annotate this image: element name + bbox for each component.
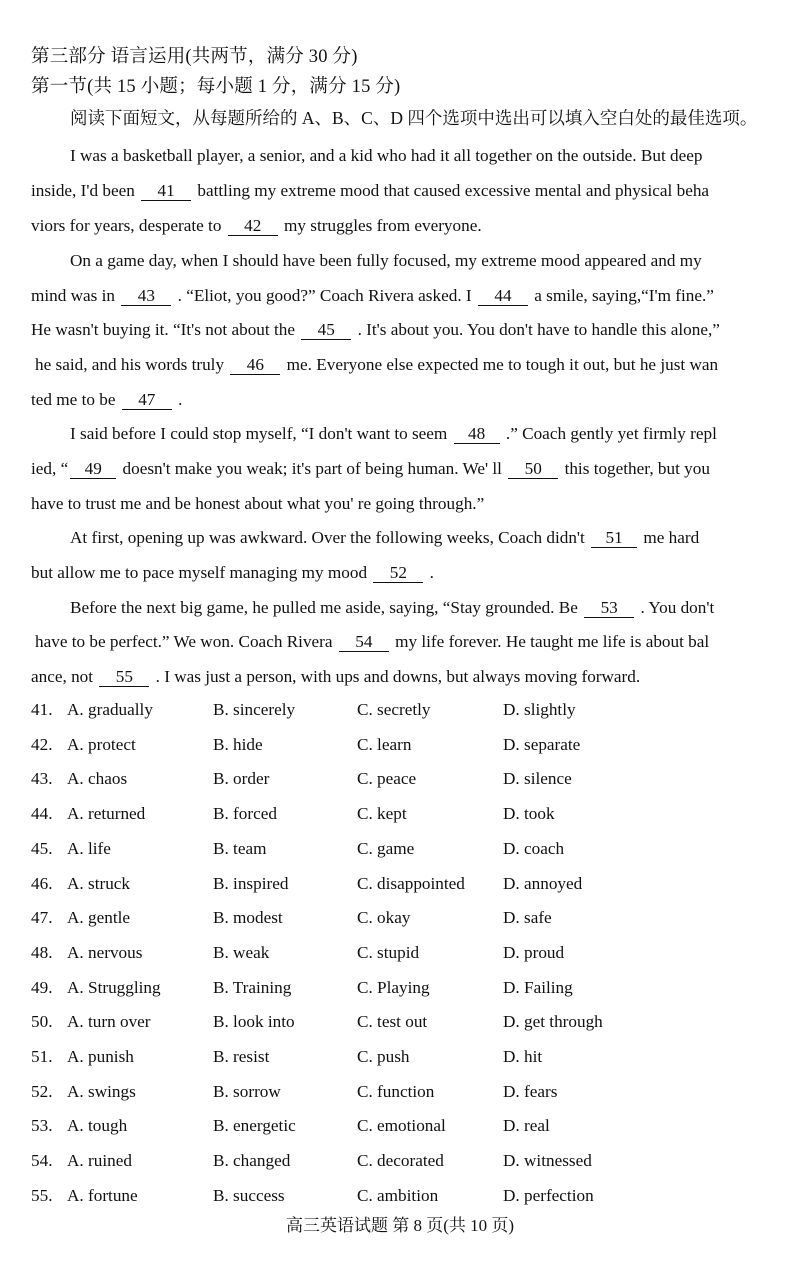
option-b: B. sincerely [213,700,296,719]
question-number: 53. [31,1116,53,1136]
question-row [31,1047,751,1073]
option-c: C. stupid [357,942,420,962]
option-a: A. tough [67,1116,128,1136]
blank-45: 45 [301,320,351,340]
passage-line: have to trust me and be honest about what you' re going through.” [31,494,485,513]
option-d: D. slightly [503,700,576,719]
option-c: C. emotional [357,1116,446,1136]
option-a: A. protect [67,734,136,754]
passage-line: mind was in 43 . “Eliot, you good?” Coach Rivera asked. I 44 a smile, saying,“I'm fine.” [31,286,714,305]
option-a: A. returned [67,804,146,824]
option-b: B. success [213,1185,285,1205]
question-row [31,839,751,865]
option-d: D. safe [503,908,552,928]
question-row [31,804,751,830]
passage-line: have to be perfect.” We won. Coach Rivera 54 my life forever. He taught me life is about bal [35,632,710,651]
option-c: C. game [357,838,415,858]
blank-46: 46 [230,355,280,375]
question-row [31,943,751,969]
option-c: C. Playing [357,977,430,997]
blank-51: 51 [591,528,637,548]
passage-line: He wasn't buying it. “It's not about the 45 . It's about you. You don't have to handle this alone,” [31,320,720,339]
option-a: A. nervous [67,942,143,962]
option-b: B. forced [213,804,277,824]
option-d: D. get through [503,1012,603,1032]
page-footer: 高三英语试题 第 8 页(共 10 页) [285,1216,515,1235]
option-d: D. separate [503,734,581,754]
question-number: 48. [31,942,53,962]
question-row [31,1186,751,1212]
passage-line: viors for years, desperate to 42 my struggles from everyone. [31,216,482,235]
question-number: 42. [31,734,53,754]
question-row [31,1012,751,1038]
question-row [31,908,751,934]
option-b: B. order [213,769,270,789]
option-c: C. function [357,1081,435,1101]
question-number: 54. [31,1151,53,1171]
passage-line: but allow me to pace myself managing my mood 52 . [31,563,434,582]
option-b: B. changed [213,1151,291,1171]
option-c: C. peace [357,769,417,789]
blank-47: 47 [122,390,172,410]
option-d: D. Failing [503,977,573,997]
option-b: B. weak [213,942,270,962]
blank-50: 50 [508,459,558,479]
option-d: D. annoyed [503,873,583,893]
option-d: D. took [503,804,555,824]
option-b: B. Training [213,977,292,997]
passage-line: I said before I could stop myself, “I don't want to seem 48 .” Coach gently yet firmly repl [70,424,717,443]
question-row [31,769,751,795]
option-a: A. punish [67,1047,134,1066]
blank-42: 42 [228,216,278,236]
option-a: A. gradually [67,700,153,719]
question-row [31,1082,751,1108]
option-c: C. push [357,1047,410,1066]
blank-44: 44 [478,286,528,306]
question-number: 46. [31,873,53,893]
option-b: B. energetic [213,1116,296,1136]
option-b: B. inspired [213,873,289,893]
blank-52: 52 [373,563,423,583]
blank-41: 41 [141,181,191,201]
option-a: A. turn over [67,1012,151,1032]
blank-53: 53 [584,598,634,618]
question-number: 47. [31,908,53,928]
option-a: A. ruined [67,1151,132,1171]
option-d: D. fears [503,1081,558,1101]
question-number: 55. [31,1185,53,1205]
option-d: D. proud [503,942,565,962]
question-row [31,978,751,1004]
question-row [31,1116,751,1142]
option-c: C. decorated [357,1151,444,1171]
option-a: A. fortune [67,1185,138,1205]
option-d: D. real [503,1116,550,1136]
question-number: 41. [31,700,53,719]
question-number: 50. [31,1012,53,1032]
passage-line: On a game day, when I should have been fully focused, my extreme mood appeared and my [70,251,702,270]
passage-line: ance, not 55 . I was just a person, with ups and downs, but always moving forward. [31,667,641,686]
option-a: A. Struggling [67,977,161,997]
section-title: 第一节(共 15 小题；每小题 1 分，满分 15 分) [31,77,401,97]
option-a: A. struck [67,873,131,893]
passage-line: At first, opening up was awkward. Over the following weeks, Coach didn't 51 me hard [70,528,700,547]
question-row [31,700,751,726]
blank-48: 48 [454,424,500,444]
question-row [31,1151,751,1177]
option-c: C. kept [357,804,407,824]
passage-line: inside, I'd been 41 battling my extreme mood that caused excessive mental and physical beha [31,181,710,200]
option-b: B. modest [213,908,283,928]
passage-line: he said, and his words truly 46 me. Everyone else expected me to tough it out, but he just wan [35,355,719,374]
option-b: B. resist [213,1047,270,1066]
blank-55: 55 [99,667,149,687]
blank-54: 54 [339,632,389,652]
question-row [31,735,751,761]
passage-line: I was a basketball player, a senior, and a kid who had it all together on the outside. But deep [70,146,703,165]
option-c: C. ambition [357,1185,439,1205]
blank-43: 43 [121,286,171,306]
option-a: A. chaos [67,769,128,789]
question-number: 49. [31,977,53,997]
option-d: D. silence [503,769,572,789]
part-title: 第三部分 语言运用(共两节，满分 30 分) [31,47,358,67]
option-c: C. learn [357,734,412,754]
option-b: B. hide [213,734,263,754]
question-number: 51. [31,1047,53,1066]
blank-49: 49 [70,459,116,479]
instructions: 阅读下面短文，从每题所给的 A、B、C、D 四个选项中选出可以填入空白处的最佳选项。 [70,108,758,128]
option-d: D. witnessed [503,1151,592,1171]
passage-line: ied, “ 49 doesn't make you weak; it's part of being human. We' ll 50 this together, but you [31,459,710,478]
question-number: 44. [31,804,53,824]
option-c: C. okay [357,908,411,928]
option-c: C. disappointed [357,873,465,893]
passage-line: ted me to be 47 . [31,390,183,409]
option-d: D. coach [503,838,565,858]
option-d: D. hit [503,1047,543,1066]
option-b: B. sorrow [213,1081,281,1101]
option-a: A. life [67,838,111,858]
question-number: 52. [31,1081,53,1101]
option-c: C. test out [357,1012,428,1032]
option-c: C. secretly [357,700,431,719]
option-d: D. perfection [503,1185,594,1205]
option-a: A. swings [67,1081,136,1101]
question-number: 43. [31,769,53,789]
option-a: A. gentle [67,908,131,928]
question-number: 45. [31,838,53,858]
option-b: B. team [213,838,267,858]
option-b: B. look into [213,1012,295,1032]
passage-line: Before the next big game, he pulled me aside, saying, “Stay grounded. Be 53 . You don't [70,598,715,617]
question-row [31,874,751,900]
